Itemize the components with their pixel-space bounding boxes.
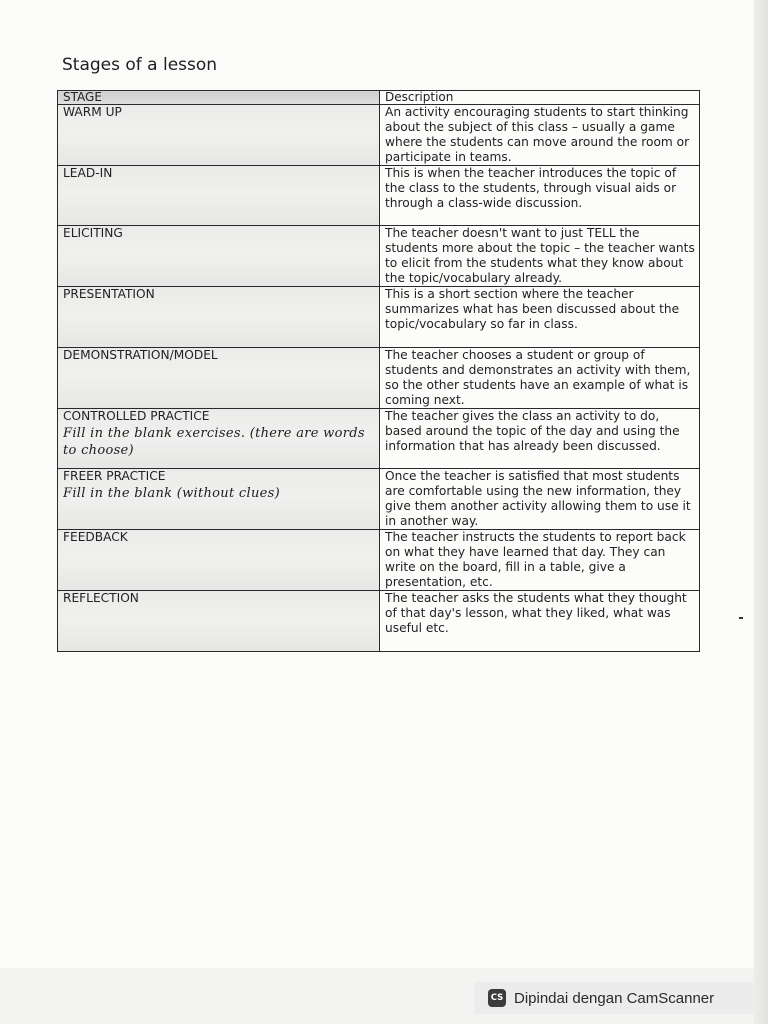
stage-label: CONTROLLED PRACTICE <box>63 409 210 423</box>
stage-cell: PRESENTATION <box>58 287 380 348</box>
description-cell: The teacher instructs the students to report back on what they have learned that day. They can write on the board, fill in a table, give a presentation, etc. <box>380 530 700 591</box>
table-row <box>58 409 700 469</box>
table-row <box>58 530 700 591</box>
description-cell: The teacher gives the class an activity to do, based around the topic of the day and using the information that has already been discussed. <box>380 409 700 469</box>
camscanner-logo-icon: CS <box>488 989 506 1007</box>
stage-cell: LEAD-IN <box>58 166 380 226</box>
description-cell: The teacher chooses a student or group of students and demonstrates an activity with them, so the other students have an example of what is coming next. <box>380 348 700 409</box>
page-edge-shadow <box>754 0 768 1024</box>
camscanner-watermark <box>474 982 754 1014</box>
stage-cell: DEMONSTRATION/MODEL <box>58 348 380 409</box>
table-row <box>58 591 700 652</box>
stage-cell: FEEDBACK <box>58 530 380 591</box>
table-row <box>58 287 700 348</box>
table-row <box>58 226 700 287</box>
scan-speck <box>739 617 743 619</box>
description-cell: The teacher doesn't want to just TELL the students more about the topic – the teacher wants to elicit from the students what they know about the topic/vocabulary already. <box>380 226 700 287</box>
table-header-row <box>58 91 700 105</box>
table-row <box>58 469 700 530</box>
description-cell: The teacher asks the students what they thought of that day's lesson, what they liked, what was useful etc. <box>380 591 700 652</box>
stage-cell: ELICITING <box>58 226 380 287</box>
description-cell: This is a short section where the teacher summarizes what has been discussed about the topic/vocabulary so far in class. <box>380 287 700 348</box>
stage-cell: REFLECTION <box>58 591 380 652</box>
document-title: Stages of a lesson <box>62 55 218 75</box>
handwritten-note: Fill in the blank exercises. (there are words to choose) <box>63 426 365 458</box>
stage-cell: WARM UP <box>58 105 380 166</box>
description-cell: Once the teacher is satisfied that most students are comfortable using the new information, they give them another activity allowing them to use it in another way. <box>380 469 700 530</box>
table-row <box>58 348 700 409</box>
description-cell: An activity encouraging students to start thinking about the subject of this class – usually a game where the students can move around the room or participate in teams. <box>380 105 700 166</box>
header-stage: STAGE <box>58 91 380 105</box>
stage-cell <box>58 469 380 530</box>
stage-cell <box>58 409 380 469</box>
handwritten-note: Fill in the blank (without clues) <box>63 486 280 501</box>
table-row <box>58 166 700 226</box>
watermark-text: Dipindai dengan CamScanner <box>514 989 715 1007</box>
stage-label: FREER PRACTICE <box>63 469 166 483</box>
header-description: Description <box>380 91 700 105</box>
description-cell: This is when the teacher introduces the topic of the class to the students, through visual aids or through a class-wide discussion. <box>380 166 700 226</box>
lesson-stages-table <box>57 90 700 652</box>
table-row <box>58 105 700 166</box>
